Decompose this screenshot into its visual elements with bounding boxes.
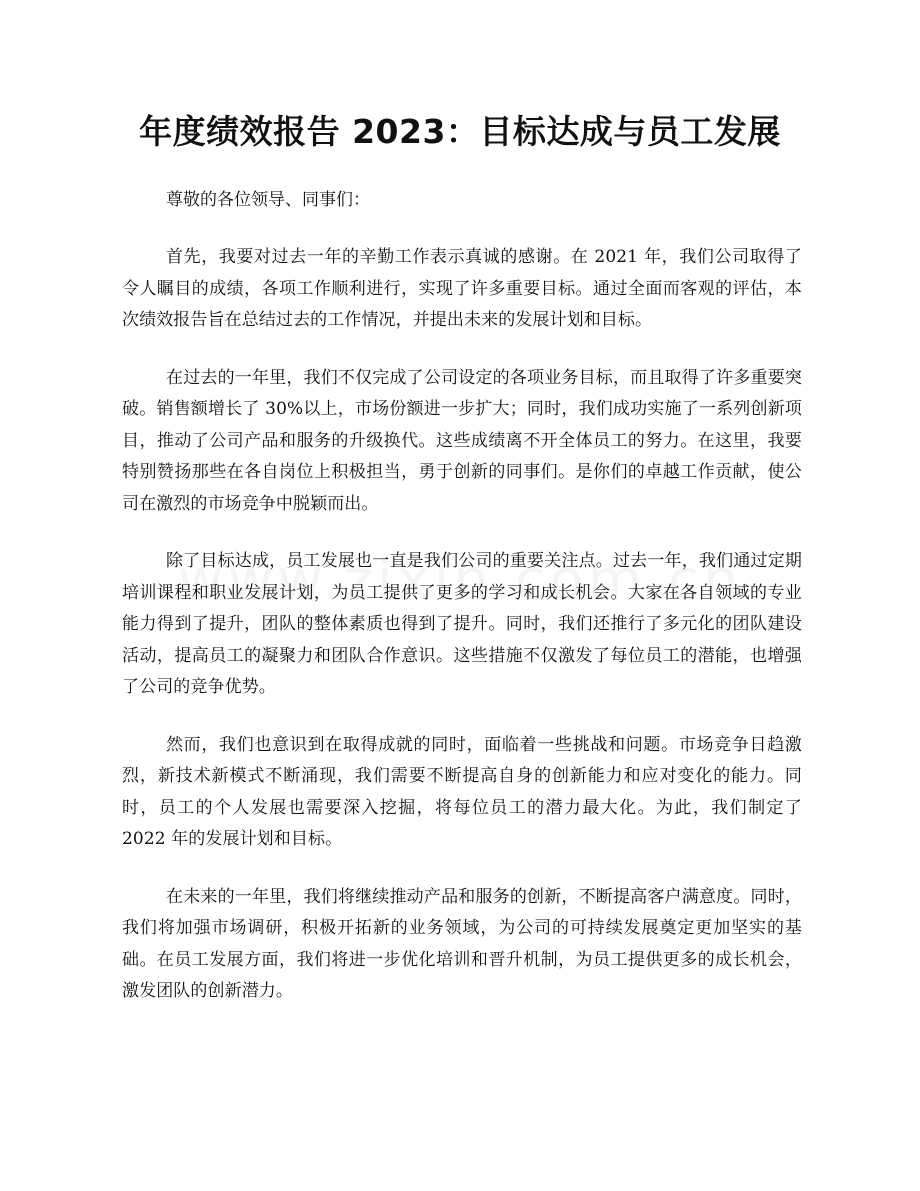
paragraph-4: 然而，我们也意识到在取得成就的同时，面临着一些挑战和问题。市场竞争日趋激烈，新技术新模式不断涌现，我们需要不断提高自身的创新能力和应对变化的能力。同时，员工的个人发展也需要深入挖掘，将每位员工的潜力最大化。为此，我们制定了 2022 年的发展计划和目标。: [122, 734, 802, 849]
paragraph-2: 在过去的一年里，我们不仅完成了公司设定的各项业务目标，而且取得了许多重要突破。销售额增长了 30%以上，市场份额进一步扩大；同时，我们成功实施了一系列创新项目，推动了公司产品和服务的升级换代。这些成绩离不开全体员工的努力。在这里，我要特别赞扬那些在各自岗位上积极担当，勇于创新的同事们。是你们的卓越工作贡献，使公司在激烈的市场竞争中脱颖而出。: [122, 367, 802, 514]
document-body: [122, 184, 802, 1034]
document-title: 年度绩效报告 2023：目标达成与员工发展: [139, 112, 781, 151]
paragraph-1: 首先，我要对过去一年的辛勤工作表示真诚的感谢。在 2021 年，我们公司取得了令人瞩目的成绩，各项工作顺利进行，实现了许多重要目标。通过全面而客观的评估，本次绩效报告旨在总结过去的工作情况，并提出未来的发展计划和目标。: [122, 247, 802, 330]
paragraph-3: 除了目标达成，员工发展也一直是我们公司的重要关注点。过去一年，我们通过定期培训课程和职业发展计划，为员工提供了更多的学习和成长机会。大家在各自领域的专业能力得到了提升，团队的整体素质也得到了提升。同时，我们还推行了多元化的团队建设活动，提高员工的凝聚力和团队合作意识。这些措施不仅激发了每位员工的潜能，也增强了公司的竞争优势。: [122, 551, 802, 697]
paragraph-5: 在未来的一年里，我们将继续推动产品和服务的创新，不断提高客户满意度。同时，我们将加强市场调研，积极开拓新的业务领域，为公司的可持续发展奠定更加坚实的基础。在员工发展方面，我们将进一步优化培训和晋升机制，为员工提供更多的成长机会，激发团队的创新潜力。: [122, 886, 802, 1001]
salutation: 尊敬的各位领导、同事们：: [166, 190, 370, 210]
